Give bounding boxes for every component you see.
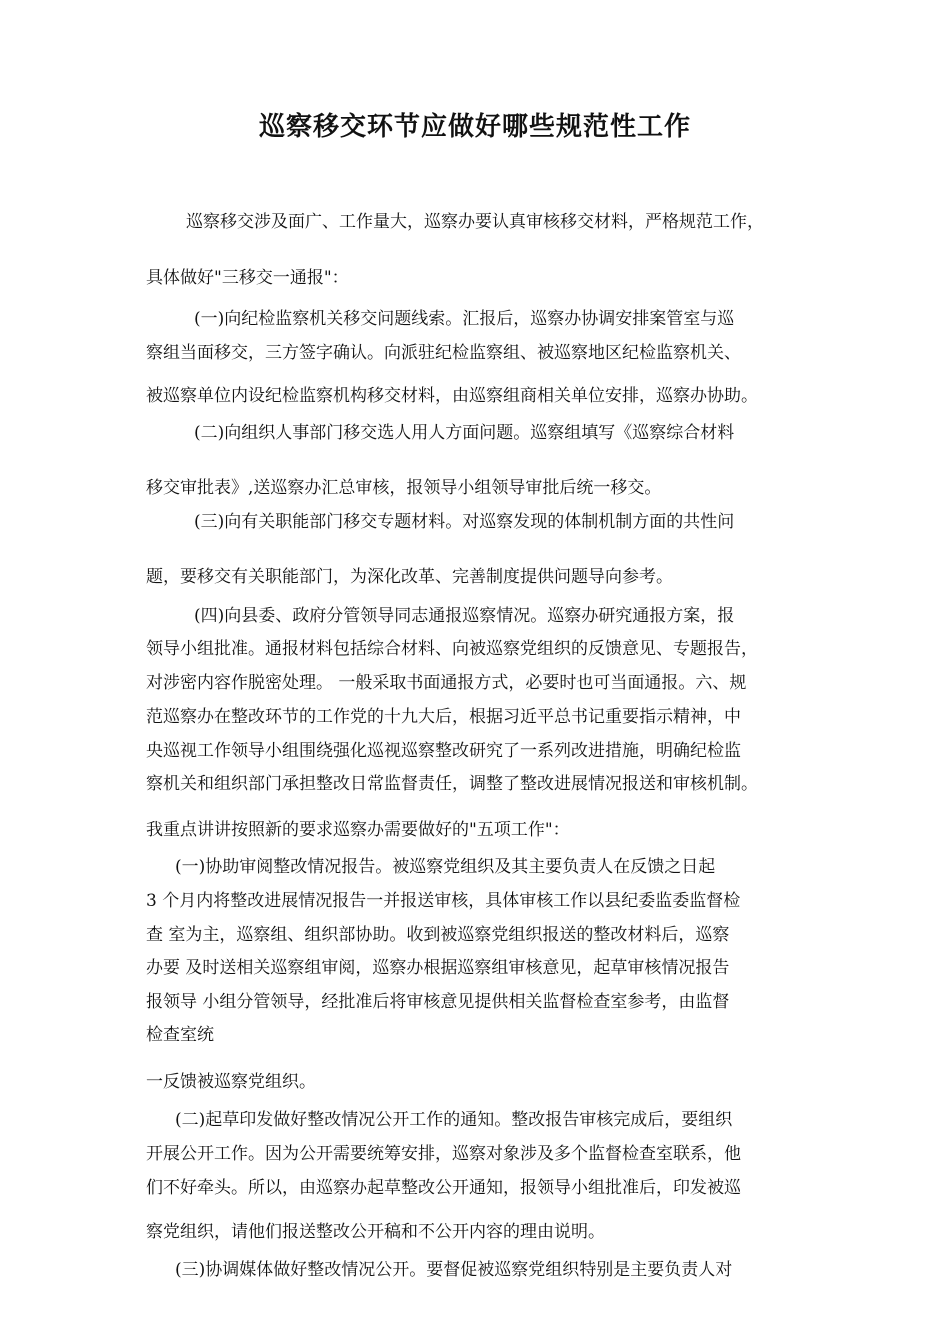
paragraph-line: (三)协调媒体做好整改情况公开。要督促被巡察党组织特别是主要负责人对 xyxy=(175,1260,733,1280)
paragraph-line: 办要 及时送相关巡察组审阅，巡察办根据巡察组审核意见，起草审核情况报告 xyxy=(146,958,730,978)
paragraph-line: 被巡察单位内设纪检监察机构移交材料，由巡察组商相关单位安排，巡察办协助。 xyxy=(146,386,758,406)
paragraph-line: 3 个月内将整改进展情况报告一并报送审核，具体审核工作以县纪委监委监督检 xyxy=(146,891,741,911)
paragraph-line: 察组当面移交，三方签字确认。向派驻纪检监察组、被巡察地区纪检监察机关、 xyxy=(146,343,741,363)
paragraph-line: 查 室为主，巡察组、组织部协助。收到被巡察党组织报送的整改材料后，巡察 xyxy=(146,925,730,945)
paragraph-line: 察机关和组织部门承担整改日常监督责任，调整了整改进展情况报送和审核机制。 xyxy=(146,774,758,794)
paragraph-line: (四)向县委、政府分管领导同志通报巡察情况。巡察办研究通报方案，报 xyxy=(194,606,735,626)
paragraph-line: 具体做好"三移交一通报"： xyxy=(146,268,349,288)
paragraph-line: 们不好牵头。所以，由巡察办起草整改公开通知，报领导小组批准后，印发被巡 xyxy=(146,1178,741,1198)
paragraph-line: 巡察移交涉及面广、工作量大，巡察办要认真审核移交材料，严格规范工作， xyxy=(186,212,764,232)
paragraph-line: 范巡察办在整改环节的工作党的十九大后，根据习近平总书记重要指示精神，中 xyxy=(146,707,741,727)
paragraph-line: 察党组织，请他们报送整改公开稿和不公开内容的理由说明。 xyxy=(146,1222,605,1242)
paragraph-line: (二)向组织人事部门移交选人用人方面问题。巡察组填写《巡察综合材料 xyxy=(194,423,735,443)
paragraph-line: 央巡视工作领导小组围绕强化巡视巡察整改研究了一系列改进措施，明确纪检监 xyxy=(146,741,741,761)
document-title: 巡察移交环节应做好哪些规范性工作 xyxy=(258,112,691,142)
paragraph-line: 报领导 小组分管领导，经批准后将审核意见提供相关监督检查室参考，由监督 xyxy=(146,992,730,1012)
paragraph-line: (一)向纪检监察机关移交问题线索。汇报后，巡察办协调安排案管室与巡 xyxy=(194,309,735,329)
paragraph-line: (二)起草印发做好整改情况公开工作的通知。整改报告审核完成后，要组织 xyxy=(175,1110,733,1130)
paragraph-line: 我重点讲讲按照新的要求巡察办需要做好的"五项工作"： xyxy=(146,820,570,840)
paragraph-line: (三)向有关职能部门移交专题材料。对巡察发现的体制机制方面的共性问 xyxy=(194,512,735,532)
paragraph-line: 一反馈被巡察党组织。 xyxy=(146,1072,316,1092)
paragraph-line: 检查室统 xyxy=(146,1025,214,1045)
paragraph-line: (一)协助审阅整改情况报告。被巡察党组织及其主要负责人在反馈之日起 xyxy=(175,857,716,877)
paragraph-line: 开展公开工作。因为公开需要统筹安排，巡察对象涉及多个监督检查室联系，他 xyxy=(146,1144,741,1164)
paragraph-line: 对涉密内容作脱密处理。 一般采取书面通报方式，必要时也可当面通报。六、规 xyxy=(146,673,747,693)
paragraph-line: 领导小组批准。通报材料包括综合材料、向被巡察党组织的反馈意见、专题报告， xyxy=(146,639,758,659)
paragraph-line: 题，要移交有关职能部门，为深化改革、完善制度提供问题导向参考。 xyxy=(146,567,673,587)
paragraph-line: 移交审批表》,送巡察办汇总审核，报领导小组领导审批后统一移交。 xyxy=(146,478,662,498)
